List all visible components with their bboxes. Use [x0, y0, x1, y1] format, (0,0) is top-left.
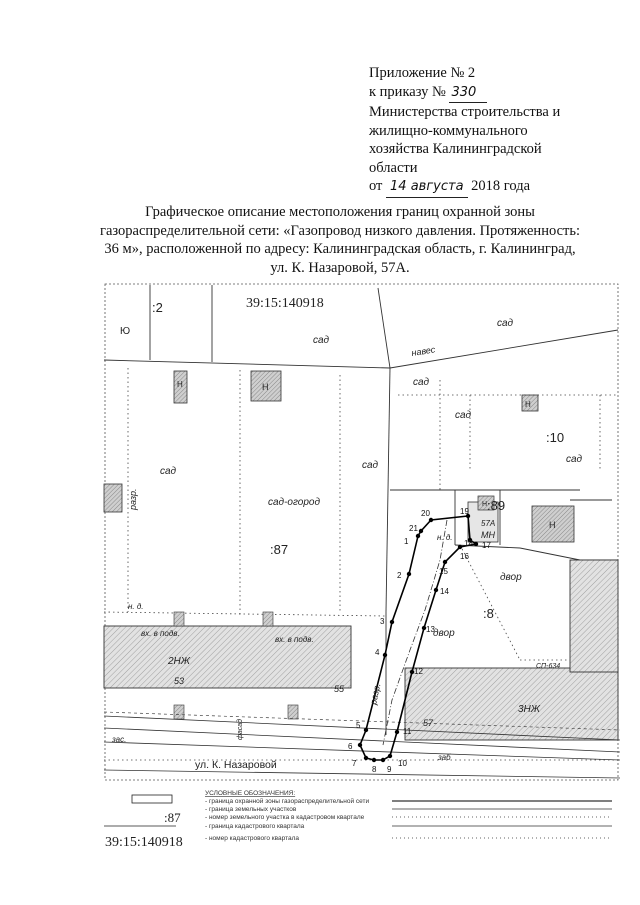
- porch-2: [288, 705, 298, 719]
- quarter-number: 39:15:140918: [246, 296, 324, 311]
- title-line-4: ул. К. Назаровой, 57А.: [270, 259, 410, 276]
- zone-vertex-label-13: 13: [426, 625, 435, 634]
- label-sad-4: сад: [566, 454, 583, 465]
- label-sad-2: сад: [313, 335, 330, 346]
- appendix-line-2: [369, 83, 619, 104]
- date-suffix: 2018 года: [471, 178, 531, 194]
- zone-vertex-5: [364, 728, 368, 732]
- building-left-small: [104, 484, 122, 512]
- label-sad-ogorod: сад-огород: [268, 497, 321, 508]
- zone-vertex-21: [419, 529, 423, 533]
- label-57: 57: [423, 718, 434, 728]
- appendix-line-6: области: [369, 159, 418, 176]
- legend-items: [205, 797, 612, 842]
- building-3nzh: [405, 668, 618, 740]
- label-sad-3: сад: [413, 377, 430, 388]
- zone-vertex-label-9: 9: [387, 765, 392, 774]
- zone-vertex-label-6: 6: [348, 742, 353, 751]
- label-2nzh: 2НЖ: [168, 656, 190, 667]
- label-zas: зас.: [112, 735, 127, 744]
- label-sad-1: сад: [497, 318, 514, 329]
- zone-vertex-1: [416, 534, 420, 538]
- parcel-87: :87: [270, 542, 289, 557]
- legend: [104, 790, 612, 850]
- legend-quarter-swatch: [132, 795, 172, 803]
- zone-vertex-11: [395, 730, 399, 734]
- zone-vertex-label-15: 15: [439, 567, 448, 576]
- zone-vertex-8: [372, 758, 376, 762]
- zone-vertex-4: [383, 653, 387, 657]
- zone-vertex-16: [458, 545, 462, 549]
- zone-vertex-label-12: 12: [414, 667, 423, 676]
- building-n-label-2: Н: [262, 382, 269, 392]
- label-razr-2: разр.: [368, 682, 383, 706]
- zone-vertex-15: [443, 560, 447, 564]
- legend-item-1: - граница охранной зоны газораспределительной сети: [205, 798, 370, 805]
- legend-sample-quarter: 39:15:140918: [105, 835, 183, 850]
- parcel-10: :10: [546, 430, 565, 445]
- title-line-3: 36 м», расположенной по адресу: Калининградская область, г. Калининград,: [104, 241, 576, 257]
- zone-vertex-label-3: 3: [380, 617, 385, 626]
- zone-vertex-label-16: 16: [460, 552, 469, 561]
- zone-vertex-label-14: 14: [440, 587, 449, 596]
- zone-vertex-17: [474, 542, 478, 546]
- building-n-label-1: Н: [177, 380, 183, 389]
- label-dvor-1: двор: [500, 572, 522, 583]
- zone-vertex-label-20: 20: [421, 509, 430, 518]
- label-sp: СП-634: [536, 663, 561, 670]
- parcel-89: :89: [487, 498, 506, 513]
- title-line-2: газораспределительной сети: «Газопровод низкого давления. Протяженность:: [100, 222, 580, 239]
- zone-vertex-label-18: 18: [464, 539, 473, 548]
- appendix-line-3: Министерства строительства и: [369, 104, 561, 120]
- label-mn: МН: [481, 530, 495, 540]
- zone-vertex-3: [390, 620, 394, 624]
- label-vh-2: вх. в подв.: [275, 635, 314, 644]
- label-sad-6: сад: [160, 466, 177, 477]
- basement-entry-1: [174, 612, 184, 626]
- label-zab: заб: [438, 753, 451, 762]
- label-dvor-2: двор: [433, 628, 455, 639]
- date-prefix: от: [369, 178, 383, 194]
- label-55: 55: [334, 684, 345, 694]
- zone-vertex-label-21: 21: [409, 524, 418, 533]
- zone-vertex-label-4: 4: [375, 648, 380, 657]
- legend-item-3: - номер земельного участка в кадастровом квартале: [205, 814, 365, 821]
- legend-sample-parcel: :87: [164, 810, 181, 825]
- title-line-1: Графическое описание местоположения границ охранной зоны: [145, 204, 535, 220]
- zone-vertex-2: [407, 572, 411, 576]
- appendix-line-1: Приложение № 2: [369, 65, 476, 81]
- label-vh-1: вх. в подв.: [141, 629, 180, 638]
- zone-vertex-label-7: 7: [352, 759, 357, 768]
- label-3nzh: 3НЖ: [518, 704, 540, 715]
- porch-1: [174, 705, 184, 719]
- zone-vertex-9: [381, 758, 385, 762]
- zone-vertex-10: [388, 754, 392, 758]
- zone-vertex-label-17: 17: [482, 541, 491, 550]
- building-n-label-3: Н: [525, 400, 531, 409]
- zone-vertex-label-10: 10: [398, 759, 407, 768]
- label-razr-1: разр.: [128, 488, 138, 510]
- legend-item-4: - граница кадастрового квартала: [205, 823, 305, 830]
- legend-title: УСЛОВНЫЕ ОБОЗНАЧЕНИЯ:: [205, 790, 296, 797]
- label-sad-7: сад: [455, 410, 472, 421]
- building-n-label-5: Н: [482, 501, 488, 508]
- zone-vertex-label-11: 11: [403, 727, 412, 736]
- zone-vertex-label-5: 5: [356, 721, 361, 730]
- label-yu: Ю: [120, 326, 131, 337]
- basement-entry-2: [263, 612, 273, 626]
- parcel-8: :8: [483, 606, 494, 621]
- label-fasad: фасад: [237, 718, 244, 740]
- appendix-line-5: хозяйства Калининградской: [369, 141, 542, 157]
- order-prefix: к приказу №: [369, 83, 446, 100]
- legend-item-2: - граница земельных участков: [205, 806, 297, 813]
- appendix-date-line: [369, 177, 619, 198]
- label-53: 53: [174, 676, 185, 686]
- street-name: ул. К. Назаровой: [195, 759, 277, 771]
- legend-item-5: - номер кадастрового квартала: [205, 835, 300, 842]
- label-naves: навес: [410, 344, 436, 358]
- label-nd-1: н. д.: [128, 602, 144, 611]
- document-title: [70, 203, 610, 277]
- appendix-block: [369, 64, 619, 198]
- zone-vertex-6: [358, 743, 362, 747]
- parcel-2: :2: [152, 300, 163, 315]
- building-n-label-4: Н: [549, 520, 556, 530]
- appendix-line-4: жилищно-коммунального: [369, 122, 528, 139]
- zone-vertex-20: [429, 518, 433, 522]
- cadastral-plan: [0, 280, 640, 880]
- zone-vertex-label-19: 19: [460, 507, 469, 516]
- zone-vertex-label-2: 2: [397, 571, 402, 580]
- date-handwritten: 14 августа: [386, 178, 468, 198]
- zone-vertex-7: [364, 756, 368, 760]
- label-sad-5: сад: [362, 460, 379, 471]
- zone-vertex-14: [434, 588, 438, 592]
- zone-vertex-label-8: 8: [372, 765, 377, 774]
- zone-vertex-label-1: 1: [404, 537, 409, 546]
- building-north-right: [570, 560, 618, 672]
- order-number: 330: [449, 84, 487, 104]
- label-nd-2: н. д.: [437, 533, 453, 542]
- label-57a: 57А: [481, 519, 496, 528]
